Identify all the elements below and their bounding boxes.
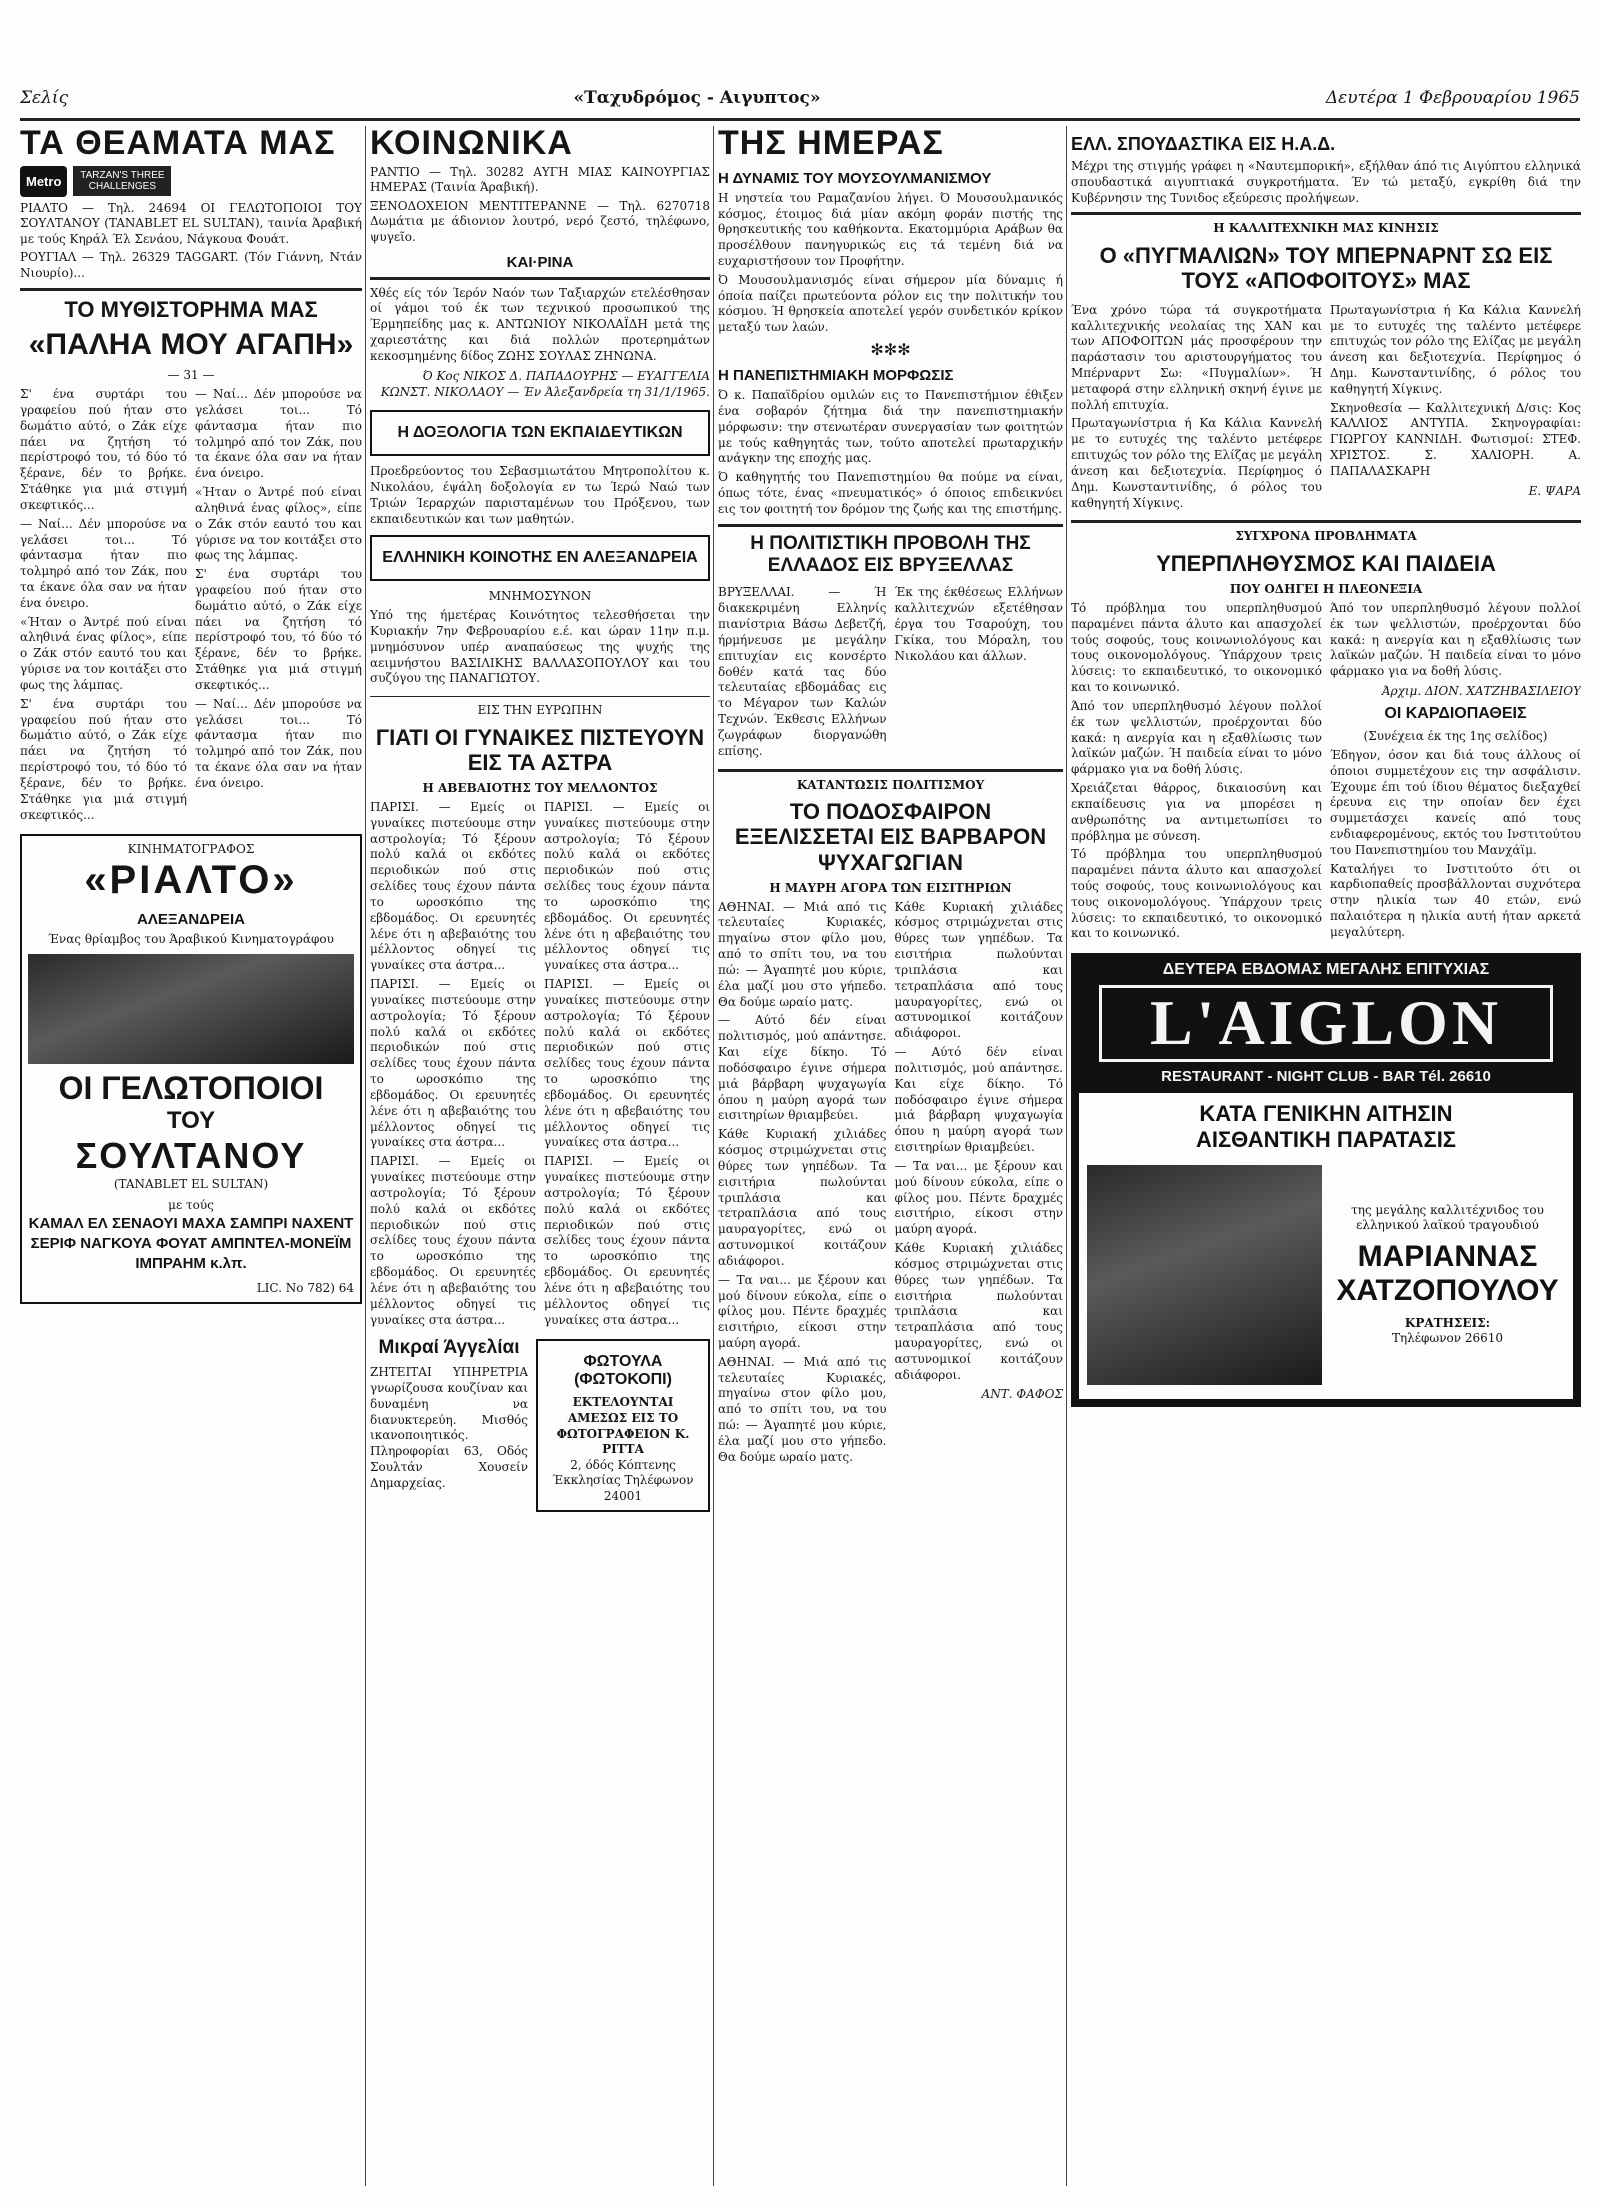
arts-label: Η ΚΑΛΛΙΤΕΧΝΙΚΗ ΜΑΣ ΚΙΝΗΣΙΣ — [1213, 221, 1439, 236]
singer-last-name: ΧΑΤΖΟΠΟΥΛΟΥ — [1336, 1273, 1559, 1307]
doxology-box — [370, 410, 710, 456]
laiglon-subtitle: RESTAURANT - NIGHT CLUB - BAR Tél. 26610 — [1161, 1067, 1491, 1085]
pygmalion-headline: Ο «ΠΥΓΜΑΛΙΩΝ» ΤΟΥ ΜΠΕΡΝΑΡΝΤ ΣΩ ΕΙΣ ΤΟΥΣ «ΑΠΟΦΟΙΤΟΥΣ» ΜΑΣ — [1099, 243, 1553, 294]
photocopy-ad — [536, 1339, 710, 1512]
pygmalion-author: Ε. ΨΑΡΑ — [1528, 483, 1581, 498]
film-title-line: ΤΟΥ — [166, 1106, 216, 1134]
astra-paragraph: ΠΑΡΙΣΙ. — Εμείς οι γυναίκες πιστεύουμε στην αστρολογία; Τό ξέρουν πολύ καλά οι εκδότες περιοδικών πού στις σελίδες τους έχουν πάντα το ωροσκόπιο της εβδομάδος. Οι ερευνητές λένε ότι η αβεβαιότης του μέλλοντος οδηγεί τις γυναίκες στα άστρα... — [544, 1154, 710, 1327]
cardio-continuation: (Συνέχεια έκ της 1ης σελίδος) — [1363, 729, 1548, 744]
classifieds-text: ΖΗΤΕΙΤΑΙ ΥΠΗΡΕΤΡΙΑ γνωρίζουσα κουζίναν και δυναμένη να διανυκτερεύη. Μισθός ικανοποιητικός. Πληροφορίαι 63, Οδός Σουλτάν Χουσείν Δημαρχείας. — [370, 1365, 528, 1490]
football-paragraph: — Τα ναι... με ξέρουν και μού δίνουν εύκολα, είπε ο φίλος μου. Πέντε δραχμές εισιτήριο, είκοσι στην μαύρη αγορά. — [894, 1158, 1063, 1237]
problems-label: ΣΥΓΧΡΟΝΑ ΠΡΟΒΛΗΜΑΤΑ — [1235, 529, 1417, 544]
doxology-title: Η ΔΟΞΟΛΟΓΙΑ ΤΩΝ ΕΚΠΑΙΔΕΥΤΙΚΩΝ — [397, 424, 683, 442]
singer-description: της μεγάλης καλλιτέχνιδος του ελληνικού λαϊκού τραγουδιού — [1351, 1202, 1544, 1233]
astra-paragraph: ΠΑΡΙΣΙ. — Εμείς οι γυναίκες πιστεύουμε στην αστρολογία; Τό ξέρουν πολύ καλά οι εκδότες περιοδικών πού στις σελίδες τους έχουν πάντα το ωροσκόπιο της εβδομάδος. Οι ερευνητές λένε ότι η αβεβαιότης του μέλλοντος οδηγεί τις γυναίκες στα άστρα... — [370, 977, 536, 1150]
education-paragraph: Τό πρόβλημα του υπερπληθυσμού παραμένει πάντα άλυτο και απασχολεί τούς σοφούς, τους κοινωνιολόγους και τους οικονομολόγους. Ύπάρχουν τρεις λύσεις: το εκπαιδευτικό, το οικονομικό και το κοινωνικό. — [1071, 600, 1322, 695]
rialto-cinema-ad — [20, 834, 362, 1304]
laiglon-tagline: ΔΕΥΤΕΡΑ ΕΒΔΟΜΑΣ ΜΕΓΑΛΗΣ ΕΠΙΤΥΧΙΑΣ — [1162, 961, 1490, 979]
article-paragraph: Ό καθηγητής του Πανεπιστημίου θα πούμε να είναι, όπως τότε, ένας «πνευματικός» ό όποιος επιδεικνύει εις τον φοιτητή τον δρόμον της ζωής και της επιστήμης. — [718, 470, 1063, 516]
article-heading-university: Η ΠΑΝΕΠΙΣΤΗΜΙΑΚΗ ΜΟΡΦΩΣΙΣ — [718, 367, 954, 385]
football-headline: ΤΟ ΠΟΔΟΣΦΑΙΡΟΝ ΕΞΕΛΙΣΣΕΤΑΙ ΕΙΣ ΒΑΡΒΑΡΟΝ ΨΥΧΑΓΩΓΙΑΝ — [734, 799, 1047, 875]
novel-part: — 31 — — [167, 368, 215, 383]
football-paragraph: ΑΘΗΝΑΙ. — Μιά από τις τελευταίες Κυριακές, πηγαίνω στον φίλο μου, από το σπίτι του, να του πώ: — Άγαπητέ μου κύριε, έλα μαζί μου στο γήπεδο. Θα δούμε ωραίο ματς. — [718, 899, 887, 1009]
astra-paragraph: ΠΑΡΙΣΙ. — Εμείς οι γυναίκες πιστεύουμε στην αστρολογία; Τό ξέρουν πολύ καλά οι εκδότες περιοδικών πού στις σελίδες τους έχουν πάντα το ωροσκόπιο της εβδομάδος. Οι ερευνητές λένε ότι η αβεβαιότης του μέλλοντος οδηγεί τις γυναίκες στα άστρα... — [370, 1154, 536, 1327]
education-headline: ΥΠΕΡΠΛΗΘΥΣΜΟΣ ΚΑΙ ΠΑΙΔΕΙΑ — [1156, 551, 1496, 577]
pygmalion-paragraph: Ένα χρόνο τώρα τά συγκροτήματα καλλιτεχνικής νεολαίας της ΧΑΝ και των ΑΠΟΦΟΙΤΩΝ μάς προσφέρουν την παράστασιν του αριστουργήματος του Μπέρναρντ Σω: «Πυγμαλίων». Ή μεταφορά στην ελληνική σκηνή έγινε με πολλή επιτυχία. — [1071, 302, 1322, 412]
football-author: ΑΝΤ. ΦΑΦΟΣ — [981, 1387, 1063, 1402]
novel-paragraph: Σ' ένα συρτάρι του γραφείου πού ήταν στο δωμάτιο αύτό, ο Ζάκ είχε πάει να ζητήση τό περίστροφό του, τό δύο τό ξέρανε, δέν το βρήκε. Στάθηκε για μιά στιγμή σκεφτικός... — [20, 696, 187, 822]
europe-label: ΕΙΣ ΤΗΝ ΕΥΡΩΠΗΝ — [477, 703, 603, 718]
section-title-koinonika: ΚΟΙΝΩΝΙΚΑ — [370, 126, 573, 162]
sport-label: ΚΑΤΑΝΤΩΣΙΣ ΠΟΛΙΤΙΣΜΟΥ — [796, 777, 985, 792]
football-paragraph: ΑΘΗΝΑΙ. — Μιά από τις τελευταίες Κυριακές, πηγαίνω στον φίλο μου, από το σπίτι του, να του πώ: — Άγαπητέ μου κύριε, έλα μαζί μου στο γήπεδο. Θα δούμε ωραίο ματς. — [718, 1354, 887, 1464]
education-paragraph: Τό πρόβλημα του υπερπληθυσμού παραμένει πάντα άλυτο και απασχολεί τούς σοφούς, τους κοινωνιολόγους και τους οικονομολόγους. Ύπάρχουν τρεις λύσεις: το εκπαιδευτικό, το οικονομικό και το κοινωνικό. — [1071, 847, 1322, 941]
education-paragraph: Χρειάζεται θάρρος, δικαιοσύνη και εκπαίδευσις για να μπορέσει η ανθρωπότης να αντιμετωπίσει το πρόβλημα με σύνεση. — [1071, 781, 1322, 843]
metro-logo: Metro — [20, 166, 67, 197]
rialto-listing: ΡΙΑΛΤΟ — Τηλ. 24694 ΟΙ ΓΕΛΩΤΟΠΟΙΟΙ ΤΟΥ ΣΟΥΛΤΑΝΟΥ (TANABLET EL SULTAN), ταινία Άραβική με τούς Κηράλ Έλ Σενάου, Νάγκουα Φουάτ. — [20, 200, 362, 246]
astra-subtitle: Η ΑΒΕΒΑΙΟΤΗΣ ΤΟΥ ΜΕΛΛΟΝΤΟΣ — [422, 781, 658, 796]
film-title-line: ΟΙ ΓΕΛΩΤΟΠΟΙΟΙ — [58, 1069, 324, 1106]
football-paragraph: — Αύτό δέν είναι πολιτισμός, μού απάντησε. Και είχε δίκηο. Τό ποδόσφαιρο έγινε σήμερα μιά βάρβαρη ψυχαγωγία όπου η μαύρη αγορά των εισιτηρίων θριαμβεύει. — [894, 1045, 1063, 1155]
film-original-title: (TANABLET EL SULTAN) — [113, 1176, 269, 1191]
photocopy-address: 2, όδός Κόπτενης Έκκλησίας Τηλέφωνον 24001 — [552, 1457, 694, 1503]
community-box — [370, 535, 710, 581]
column-1 — [20, 126, 362, 1312]
novel-paragraph: — Ναί... Δέν μπορούσε να γελάσει τοι... Τό φάντασμα ήταν πιο τολμηρό από τον Ζάκ, που τα έκανε όλα σαν να ήταν ένα όνειρο. — [195, 387, 362, 481]
cast-label: με τούς — [168, 1198, 214, 1213]
pygmalion-paragraph: Πρωταγωνίστρια ή Κα Κάλια Καννελή με το ευτυχές της ταλέντο μετέφερε επιτυχώς τον ρόλο της Ελίζας με μεγάλη άνεση και δεξιοτεχνία. Περίφημος ό Δημ. Κωνσταντινίδης, ό ρόλος του καθηγητή Χίγκινς. — [1071, 416, 1322, 510]
novel-title: «ΠΑΛΗΑ ΜΟΥ ΑΓΑΠΗ» — [28, 327, 354, 361]
astra-title: ΓΙΑΤΙ ΟΙ ΓΥΝΑΙΚΕΣ ΠΙΣΤΕΥΟΥΝ ΕΙΣ ΤΑ ΑΣΤΡΑ — [375, 724, 705, 776]
laiglon-extension-line: ΑΙΣΘΑΝΤΙΚΗ ΠΑΡΑΤΑΣΙΣ — [1195, 1126, 1457, 1152]
rouyal-listing: ΡΟΥΓΙΑΛ — Τηλ. 26329 TAGGART. (Τόν Γιάννη, Ντάν Νιουρίο)... — [20, 250, 362, 281]
community-title: ΕΛΛΗΝΙΚΗ ΚΟΙΝΟΤΗΣ ΕΝ ΑΛΕΞΑΝΔΡΕΙΑ — [382, 549, 698, 567]
article-heading-islam: Η ΔΥΝΑΜΙΣ ΤΟΥ ΜΟΥΣΟΥΛΜΑΝΙΣΜΟΥ — [718, 169, 992, 187]
film-title-line: ΣΟΥΛΤΑΝΟΥ — [75, 1134, 307, 1176]
ad-city: ΑΛΕΞΑΝΔΡΕΙΑ — [137, 911, 245, 928]
education-paragraph: Άπό τον υπερπληθυσμό λέγουν πολλοί έκ των ψελλιστών, προέρχονται δύο κακά: η ανεργία και η εξαθλίωσις των λαϊκών μαζών. Ή παιδεία είναι το μόνο φάρμακο για να δοθή λύσις. — [1071, 698, 1322, 777]
singer-first-name: ΜΑΡΙΑΝΝΑΣ — [1357, 1239, 1538, 1273]
reservations-phone: Τηλέφωνον 26610 — [1391, 1331, 1503, 1346]
astra-paragraph: ΠΑΡΙΣΙ. — Εμείς οι γυναίκες πιστεύουμε στην αστρολογία; Τό ξέρουν πολύ καλά οι εκδότες περιοδικών πού στις σελίδες τους έχουν πάντα το ωροσκόπιο της εβδομάδος. Οι ερευνητές λένε ότι η αβεβαιότης του μέλλοντος οδηγεί τις γυναίκες στα άστρα... — [544, 800, 710, 973]
student-paragraph: Μέχρι της στιγμής γράφει η «Ναυτεμπορική», εξήλθαν άπό τις Αιγύπτου ελληνικά σπουδαστικά αιγυπτιακά συγκροτήματα. Έν τώ μεταξύ, εγκρίθη διά την Κυβέρνησιν της Τυνιδος εξεύρεσις προλήψεων. — [1071, 159, 1581, 205]
memorial-label: ΜΝΗΜΟΣΥΝΟΝ — [488, 589, 592, 604]
metro-ad — [20, 166, 362, 197]
brussels-paragraph: Έκ της έκθέσεως Ελλήνων καλλιτεχνών εξετέθησαν έργα του Τσαρούχη, του Γκίκα, του Μόραλη, του Νικολάου και άλλων. — [894, 585, 1063, 663]
novel-paragraph: Σ' ένα συρτάρι του γραφείου πού ήταν στο δωμάτιο αύτό, ο Ζάκ είχε πάει να ζητήση τό περίστροφό του, τό δύο τό ξέρανε, δέν το βρήκε. Στάθηκε για μιά στιγμή σκεφτικός... — [195, 567, 362, 692]
photocopy-title: ΦΩΤΟΥΛΑ (ΦΩΤΟΚΟΠΙ) — [574, 1353, 672, 1389]
section-title-theamata: ΤΑ ΘΕΑΜΑΤΑ ΜΑΣ — [20, 126, 336, 162]
license-number: LIC. No 782) 64 — [256, 1280, 354, 1295]
football-subheadline: Η ΜΑΥΡΗ ΑΓΟΡΑ ΤΩΝ ΕΙΣΙΤΗΡΙΩΝ — [769, 881, 1012, 896]
kaipina-label: ΚΑΙ·ΡΙΝΑ — [506, 253, 574, 271]
education-paragraph: Άπό τον υπερπληθυσμό λέγουν πολλοί έκ των ψελλιστών, προέρχονται δύο κακά: η ανεργία και η εξαθλίωσις των λαϊκών μαζών. Ή παιδεία είναι το μόνο φάρμακο για να δοθή λύσις. — [1330, 600, 1581, 679]
ad-label: ΚΙΝΗΜΑΤΟΓΡΑΦΟΣ — [127, 842, 255, 857]
tarzan-film-banner: TARZAN'S THREE CHALLENGES — [73, 166, 171, 196]
cardio-paragraph: Έδηγον, όσον και διά τους άλλους οί όποιοι συμμετέχουν εις την ασφάλισιν. Έχουμε έπι τού ίδιου θέματος διεξαχθεί έρευνα εις την οποίαν δεν έχει συμμετάσχει κανείς από τους ενδιαφερομένους, εκτός του Ινστιτούτου του Πανεπιστημίου του Μανχάϊμ. — [1330, 747, 1581, 857]
pygmalion-paragraph: Πρωταγωνίστρια ή Κα Κάλια Καννελή με το ευτυχές της ταλέντο μετέφερε επιτυχώς τον ρόλο της Ελίζας με μεγάλη άνεση και δεξιοτεχνία. Περίφημος ό Δημ. Κωνσταντινίδης, ό ρόλος του καθηγητή Χίγκινς. — [1330, 302, 1581, 396]
reservations-label: ΚΡΑΤΗΣΕΙΣ: — [1404, 1315, 1491, 1330]
column-3 — [718, 126, 1063, 1469]
cardio-paragraph: Καταλήγει το Ινστιτούτο ότι οι καρδιοπαθείς προσβάλλονται συχνότερα στην ηλικία των 40 ετών, ενώ παλαιότερα η ηλικία αυτή ήταν αρκετά μεγαλύτερη. — [1330, 861, 1581, 939]
astra-paragraph: ΠΑΡΙΣΙ. — Εμείς οι γυναίκες πιστεύουμε στην αστρολογία; Τό ξέρουν πολύ καλά οι εκδότες περιοδικών πού στις σελίδες τους έχουν πάντα το ωροσκόπιο της εβδομάδος. Οι ερευνητές λένε ότι η αβεβαιότης του μέλλοντος οδηγεί τις γυναίκες στα άστρα... — [370, 800, 536, 973]
student-headline: ΕΛΛ. ΣΠΟΥΔΑΣΤΙΚΑ ΕΙΣ Η.Α.Δ. — [1071, 134, 1336, 154]
memorial-text: Υπό της ήμετέρας Κοινότητος τελεσθήσεται την Κυριακήν 7ην Φεβρουαρίου ε.έ. και ώραν 11ην π.μ. μνημόσυνον υπέρ αναπαύσεως της ψυχής της αειμνήστου ΒΑΣΙΛΙΚΗΣ ΒΑΛΛΑΣΟΠΟΥΛΟΥ και του συζύγου της ΠΑΝΑΓΙΩΤΟΥ. — [370, 608, 710, 686]
ad-cinema-name: «ΡΙΑΛΤΟ» — [84, 858, 298, 902]
masthead — [20, 78, 1580, 121]
photocopy-text: ΕΚΤΕΛΟΥΝΤΑΙ ΑΜΕΣΩΣ ΕΙΣ ΤΟ ΦΩΤΟΓΡΑΦΕΙΟΝ Κ. ΡΙΤΤΑ — [556, 1395, 690, 1457]
novel-paragraph: «Ήταν ο Άντρέ πού είναι αληθινά ένας φίλος», είπε ο Ζάκ στόν εαυτό του και γύρισε να τον κοιτάξει στο φως της λάμπας. — [195, 485, 362, 563]
film-still-image — [28, 954, 354, 1064]
engagement-signature: Ό Κος ΝΙΚΟΣ Δ. ΠΑΠΑΔΟΥΡΗΣ — ΕΥΑΓΓΕΛΙΑ ΚΩΝΣΤ. ΝΙΚΟΛΑΟΥ — Έν Άλεξανδρεία τη 31/1/1965. — [380, 368, 710, 399]
education-author: Άρχιμ. ΔΙΟΝ. ΧΑΤΖΗΒΑΣΙΛΕΙΟΥ — [1381, 684, 1581, 699]
article-paragraph: Η νηστεία του Ραμαζανίου λήγει. Ό Μουσουλμανικός κόσμος, έτοιμος διά μίαν ακόμη φοράν πιστής της θρησκευτικής του καθήκοντα. Εκατομμύρια Αράβων θα προσέλθουν πανηγυρικώς εις τά τεμένη διά να ευχαριστήσουν τον Προφήτην. — [718, 190, 1063, 268]
article-paragraph: Ό κ. Παπαϊδρίου ομιλών εις το Πανεπιστήμιον έθιξεν ένα σοβαρόν ζήτημα διά την πανεπιστημιακήν μόρφωσιν: την στενωτέραν συνεργασίαν των φοιτητών με τούς καθηγητάς των, τούτο αποτελεί πρωταρχικήν ανάγκην της εποχής μας. — [718, 388, 1063, 466]
cardio-headline: ΟΙ ΚΑΡΔΙΟΠΑΘΕΙΣ — [1384, 705, 1527, 723]
section-title-tis-imeras: ΤΗΣ ΗΜΕΡΑΣ — [718, 126, 944, 162]
pygmalion-credits: Σκηνοθεσία — Καλλιτεχνική Δ/σις: Κος ΚΑΛΛΙΟΣ ΑΝΤΥΠΑ. Σκηνογραφίαι: ΓΙΩΡΓΟΥ ΚΑΝΝΙΔΗ. Φωτισμοί: ΣΤΕΦ. ΧΡΙΣΤΟΣ. Σ. ΧΑΛΙΟΡΗ. Α. ΠΑΠΑΛΑΣΚΑΡΗ — [1330, 400, 1581, 478]
column-divider — [1066, 126, 1067, 2186]
column-4 — [1071, 126, 1581, 1415]
football-paragraph: — Τα ναι... με ξέρουν και μού δίνουν εύκολα, είπε ο φίλος μου. Πέντε δραχμές εισιτήριο, είκοσι στην μαύρη αγορά. — [718, 1272, 887, 1350]
column-divider — [713, 126, 714, 2186]
wedding-announcement: Χθές είς τόν Ίερόν Ναόν των Ταξιαρχών ετελέσθησαν οί γάμοι τού έκ των τεχνικού προσωπικού της Έρμηπείδης μας κ. ΑΝΤΩΝΙΟΥ ΝΙΚΟΛΑΪΔΗ μετά της χαριεστάτης και διά πολλών προτερημάτων κεκοσμημένης δίδος ΖΩΗΣ ΣΟΥΛΑΣ ΖΗΝΩΝΑ. — [370, 285, 710, 363]
laiglon-request-line: ΚΑΤΑ ΓΕΝΙΚΗΝ ΑΙΤΗΣΙΝ — [1199, 1100, 1453, 1126]
doxology-text: Προεδρεύοντος του Σεβασμιωτάτου Μητροπολίτου κ. Νικολάου, έψάλη δοξολογία εν τω Ίερώ Ναώ των Τριών Ίεραρχών παρισταμένων του Πρόξενου, των εκπαιδευτικών και των μαθητών. — [370, 464, 710, 526]
football-paragraph: Κάθε Κυριακή χιλιάδες κόσμος στριμώχνεται στις θύρες των γηπέδων. Τα εισιτήρια πωλούνται τριπλάσια και τετραπλάσια από τους μαυραγορίτες, ενώ οι αστυνομικοί κοιτάζουν αδιάφοροι. — [894, 1241, 1063, 1382]
astra-paragraph: ΠΑΡΙΣΙ. — Εμείς οι γυναίκες πιστεύουμε στην αστρολογία; Τό ξέρουν πολύ καλά οι εκδότες περιοδικών πού στις σελίδες τους έχουν πάντα το ωροσκόπιο της εβδομάδος. Οι ερευνητές λένε ότι η αβεβαιότης του μέλλοντος οδηγεί τις γυναίκες στα άστρα... — [544, 977, 710, 1150]
laiglon-ad — [1071, 953, 1581, 1406]
football-paragraph: Κάθε Κυριακή χιλιάδες κόσμος στριμώχνεται στις θύρες των γηπέδων. Τα εισιτήρια πωλούνται τριπλάσια και τετραπλάσια από τους μαυραγορίτες, ενώ οι αστυνομικοί κοιτάζουν αδιάφοροι. — [718, 1127, 887, 1268]
novel-paragraph: Σ' ένα συρτάρι του γραφείου πού ήταν στο δωμάτιο αύτό, ο Ζάκ είχε πάει να ζητήση τό περίστροφό του, τό δύο τό ξέρανε, δέν το βρήκε. Στάθηκε για μιά στιγμή σκεφτικός... — [20, 387, 187, 512]
novel-paragraph: — Ναί... Δέν μπορούσε να γελάσει τοι... Τό φάντασμα ήταν πιο τολμηρό από τον Ζάκ, που τα έκανε όλα σαν να ήταν ένα όνειρο. — [20, 516, 187, 610]
novel-paragraph: — Ναί... Δέν μπορούσε να γελάσει τοι... Τό φάντασμα ήταν πιο τολμηρό από τον Ζάκ, που τα έκανε όλα σαν να ήταν ένα όνειρο. — [195, 696, 362, 790]
radio-listing: ΡΑΝΤΙΟ — Τηλ. 30282 ΑΥΓΗ ΜΙΑΣ ΚΑΙΝΟΥΡΓΙΑΣ ΗΜΕΡΑΣ (Ταινία Άραβική). — [370, 164, 710, 195]
hotel-listing: ΞΕΝΟΔΟΧΕΙΟΝ ΜΕΝΤΙΤΕΡΑΝΝΕ — Τηλ. 6270718 Δωμάτια με άδιονιον λουτρό, νερό ζεστό, τηλέφωνο, ψυγεῖο. — [370, 198, 710, 245]
issue-date: Δευτέρα 1 Φεβρουαρίου 1965 — [1325, 88, 1580, 108]
separator-ornament: ✻✻✻ — [870, 340, 911, 360]
laiglon-logo: L'AIGLON — [1099, 985, 1553, 1061]
football-paragraph: Κάθε Κυριακή χιλιάδες κόσμος στριμώχνεται στις θύρες των γηπέδων. Τα εισιτήρια πωλούνται τριπλάσια και τετραπλάσια από τους μαυραγορίτες, ενώ οι αστυνομικοί κοιτάζουν αδιάφοροι. — [894, 899, 1063, 1041]
newspaper-title: «Ταχυδρόμος - Αιγυπτος» — [573, 88, 821, 108]
education-subheadline: ΠΟΥ ΟΔΗΓΕΙ Η ΠΛΕΟΝΕΞΙΑ — [1229, 582, 1423, 597]
football-paragraph: — Αύτό δέν είναι πολιτισμός, μού απάντησε. Και είχε δίκηο. Τό ποδόσφαιρο έγινε σήμερα μιά βάρβαρη ψυχαγωγία όπου η μαύρη αγορά των εισιτηρίων θριαμβεύει. — [718, 1013, 887, 1123]
ad-subtitle: Ένας θρίαμβος του Άραβικού Κινηματογράφου — [48, 932, 334, 946]
film-cast: ΚΑΜΑΛ ΕΛ ΣΕΝΑΟΥΙ ΜΑΧΑ ΣΑΜΠΡΙ ΝΑΧΕΝΤ ΣΕΡΙΦ ΝΑΓΚΟΥΑ ΦΟΥΑΤ ΑΜΠΝΤΕΛ-ΜΟΝΕΪΜ ΙΜΠΡΑΗΜ κ.λπ. — [28, 1214, 354, 1273]
classifieds-title: Μικραί Άγγελίαι — [378, 1337, 520, 1359]
page-label: Σελίς — [20, 88, 69, 108]
singer-photo — [1087, 1165, 1322, 1385]
novel-section-label: ΤΟ ΜΥΘΙΣΤΟΡΗΜΑ ΜΑΣ — [64, 296, 318, 322]
column-2 — [370, 126, 710, 1520]
brussels-paragraph: ΒΡΥΞΕΛΛΑΙ. — Ή διακεκριμένη Ελληνίς πιανίστρια Βάσω Δεβετζή, ήρμήνευσε με μεγάλην επιτυχίαν εις κονσέρτο δοθέν κατά τας δύο τελευταίας εβδομάδας εις το Μέγαρον των Καλών Τεχνών. Έκθεσις Ελλήνων ζωγράφων διοργανώθη επίσης. — [718, 585, 887, 758]
brussels-headline: Η ΠΟΛΙΤΙΣΤΙΚΗ ΠΡΟΒΟΛΗ ΤΗΣ ΕΛΛΑΔΟΣ ΕΙΣ ΒΡΥΞΕΛΛΑΣ — [750, 532, 1031, 576]
novel-paragraph: «Ήταν ο Άντρέ πού είναι αληθινά ένας φίλος», είπε ο Ζάκ στόν εαυτό του και γύρισε να τον κοιτάξει στο φως της λάμπας. — [20, 614, 187, 692]
article-paragraph: Ό Μουσουλμανισμός είναι σήμερον μία δύναμις ή όποία παίζει πρωτεύοντα ρόλον εις την πολιτικήν του κόσμου. Ή θρησκεία αποτελεί γερόν συνδετικόν κρίκον μεταξύ των λαών. — [718, 272, 1063, 335]
column-divider — [365, 126, 366, 2186]
